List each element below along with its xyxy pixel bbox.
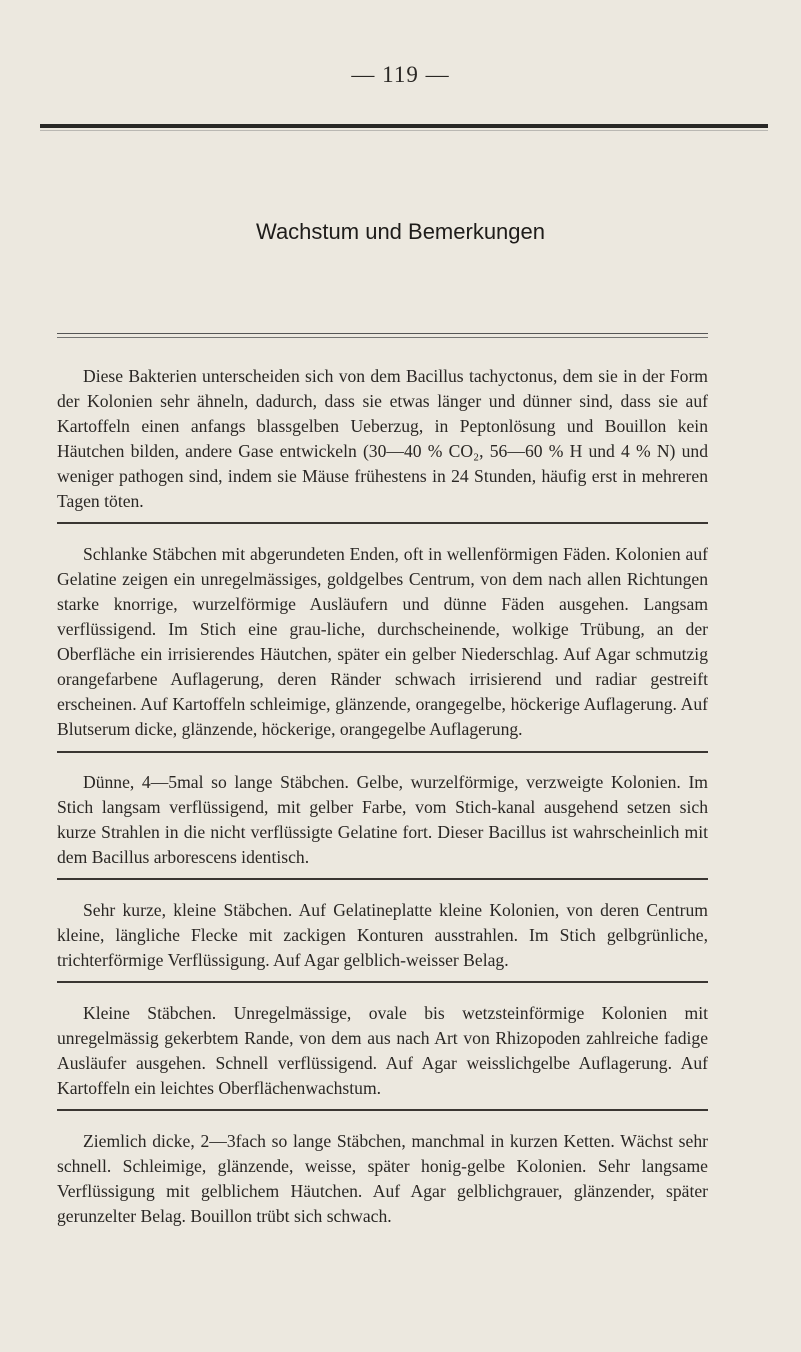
entry-1: Diese Bakterien unterscheiden sich von dem Bacillus tachyctonus, dem sie in der Form der Kolonien sehr ähneln, dadurch, dass sie etwas länger und dünner sind, dass sie auf Kartoffeln einen anfangs blassgelben Ueberzug, in Peptonlösung und Bouillon kein Häutchen bilden, andere Gase entwickeln (30—40 % CO₂, 56—60 % H und 4 % N) und weniger pathogen sind, indem sie Mäuse frühestens in 24 Stunden, häufig erst in mehreren Tagen töten. <box>57 364 708 525</box>
section-title: Wachstum und Bemerkungen <box>256 219 545 245</box>
entries-column <box>57 346 708 1247</box>
entry-6: Ziemlich dicke, 2—3fach so lange Stäbchen, manchmal in kurzen Ketten. Wächst sehr schnell. Schleimige, glänzende, weisse, später honig-gelbe Kolonien. Sehr langsame Verflüssigung mit gelblichem Häutchen. Auf Agar gelblichgrauer, glänzender, später gerunzelter Belag. Bouillon trübt sich schwach. <box>57 1130 708 1227</box>
page-number: — 119 — <box>351 62 450 87</box>
entry-3: Dünne, 4—5mal so lange Stäbchen. Gelbe, wurzelförmige, verzweigte Kolonien. Im Stich langsam verflüssigend, mit gelber Farbe, vom Stich-kanal ausgehend setzen sich kurze Strahlen in die nicht verflüssigte Gelatine fort. Dieser Bacillus ist wahrscheinlich mit dem Bacillus arborescens identisch. <box>57 770 708 880</box>
entry-4: Sehr kurze, kleine Stäbchen. Auf Gelatineplatte kleine Kolonien, von deren Centrum kleine, längliche Flecke mit zackigen Konturen ausstrahlen. Im Stich gelbgrünliche, trichterförmige Verflüssigung. Auf Agar gelblich-weisser Belag. <box>57 898 708 983</box>
entry-5: Kleine Stäbchen. Unregelmässige, ovale bis wetzsteinförmige Kolonien mit unregelmässig gekerbtem Rande, von dem aus nach Art von Rhizopoden zahlreiche fadige Ausläufer ausgehen. Schnell verflüssigend. Auf Agar weisslichgelbe Auflagerung. Auf Kartoffeln ein leichtes Oberflächenwachstum. <box>57 1001 708 1111</box>
entry-2: Schlanke Stäbchen mit abgerundeten Enden, oft in wellenförmigen Fäden. Kolonien auf Gelatine zeigen ein unregelmässiges, goldgelbes Centrum, von dem nach allen Richtungen starke knorrige, wurzelförmige Ausläufern und dünne Fäden ausgehen. Langsam verflüssigend. Im Stich eine grau-liche, durchscheinende, wolkige Trübung, an der Oberfläche ein irrisierendes Häutchen, später ein gelber Niederschlag. Auf Agar schmutzig orangefarbene Auflagerung, deren Ränder schwach irrisierend und radiar gestreift erscheinen. Auf Kartoffeln schleimige, glänzende, orangegelbe, höckerige Auflagerung. Auf Blutserum dicke, glänzende, höckerige, orangegelbe Auflagerung. <box>57 542 708 753</box>
header-rule-lower <box>57 337 708 338</box>
top-rule <box>40 124 768 128</box>
header-rule-upper <box>57 333 708 334</box>
